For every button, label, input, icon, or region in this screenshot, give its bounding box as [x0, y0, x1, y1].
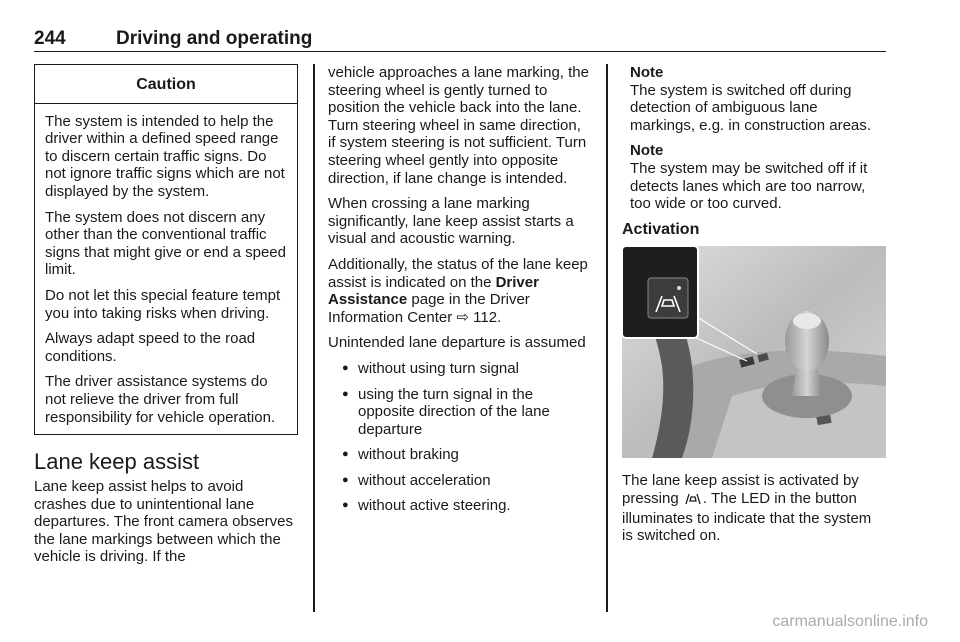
text-span: The lane keep assist is activated by pressing: [622, 472, 859, 507]
note-text: The system may be switched off if it detects lanes which are too narrow, too wide or too curved.: [630, 159, 868, 213]
list-item: ● using the turn signal in the opposite direction of the lane departure: [328, 386, 592, 439]
list-item: ● without active steering.: [328, 497, 592, 515]
console-illustration: [622, 246, 886, 458]
note-1: [630, 64, 886, 134]
intro-paragraph: Lane keep assist helps to avoid crashes due to unintentional lane departures. The front camera observes the lane markings between which the vehicle is driving. If the: [34, 478, 294, 566]
caution-title: Caution: [35, 65, 297, 104]
list-item: ● without acceleration: [328, 472, 592, 490]
note-label: Note: [630, 142, 664, 160]
activation-title: Activation: [622, 220, 700, 238]
page-reference-icon: ⇨: [456, 308, 469, 326]
watermark: carmanualsonline.info: [772, 613, 928, 630]
list-item: ● without using turn signal: [328, 360, 592, 378]
note-label: Note: [630, 64, 664, 81]
column-divider-2: [606, 64, 608, 612]
column-3: [622, 64, 886, 553]
activation-paragraph: [622, 472, 886, 544]
condition-list: [328, 360, 592, 515]
chapter-title: Driving and operating: [116, 28, 313, 49]
driver-assistance-paragraph: [328, 256, 592, 326]
driver-assistance-term: Driver Assistance: [328, 273, 539, 309]
lane-keep-button-photo: [622, 246, 886, 458]
body-paragraph: vehicle approaches a lane marking, the steering wheel is gently turned to position the vehicle back into the lane. Turn steering wheel in same direction, if system steering is not sufficient. Turn steering wheel gently into opposite direction, if lane change is intended.: [328, 64, 589, 187]
column-divider-1: [313, 64, 315, 612]
note-text: The system is switched off during detection of ambiguous lane markings, e.g. in construction areas.: [630, 81, 871, 134]
caution-paragraph: The system is intended to help the driver within a defined speed range to discern certain traffic signs. Do not ignore traffic signs which are not displayed by the system.: [45, 112, 285, 200]
page-header: [34, 27, 886, 52]
column-2: [328, 64, 592, 523]
page-reference: 112.: [468, 308, 502, 326]
page-number: 244: [34, 28, 66, 49]
body-paragraph: Unintended lane departure is assumed: [328, 334, 586, 352]
text-span: . The LED in the button illuminates to indicate that the system is switched on.: [622, 489, 872, 545]
column-1: [34, 64, 298, 574]
section-title: Lane keep assist: [34, 449, 200, 475]
text-span: page in the Driver Information Center: [328, 291, 530, 326]
body-paragraph: When crossing a lane marking significantly, lane keep assist starts a visual and acoustic warning.: [328, 195, 574, 248]
caution-paragraph: Always adapt speed to the road conditions.: [45, 330, 256, 365]
list-item: ● without braking: [328, 446, 592, 464]
caution-box: [34, 64, 298, 435]
caution-paragraph: The system does not discern any other than the conventional traffic signs that might give or end a speed limit.: [45, 208, 286, 279]
note-2: [630, 142, 886, 212]
caution-paragraph: The driver assistance systems do not relieve the driver from full responsibility for vehicle operation.: [45, 373, 276, 426]
text-span: Additionally, the status of the lane keep assist is indicated on the: [328, 255, 588, 291]
caution-paragraph: Do not let this special feature tempt you into taking risks when driving.: [45, 286, 281, 322]
caution-body: [35, 104, 297, 435]
lane-keep-assist-icon: [685, 491, 701, 510]
